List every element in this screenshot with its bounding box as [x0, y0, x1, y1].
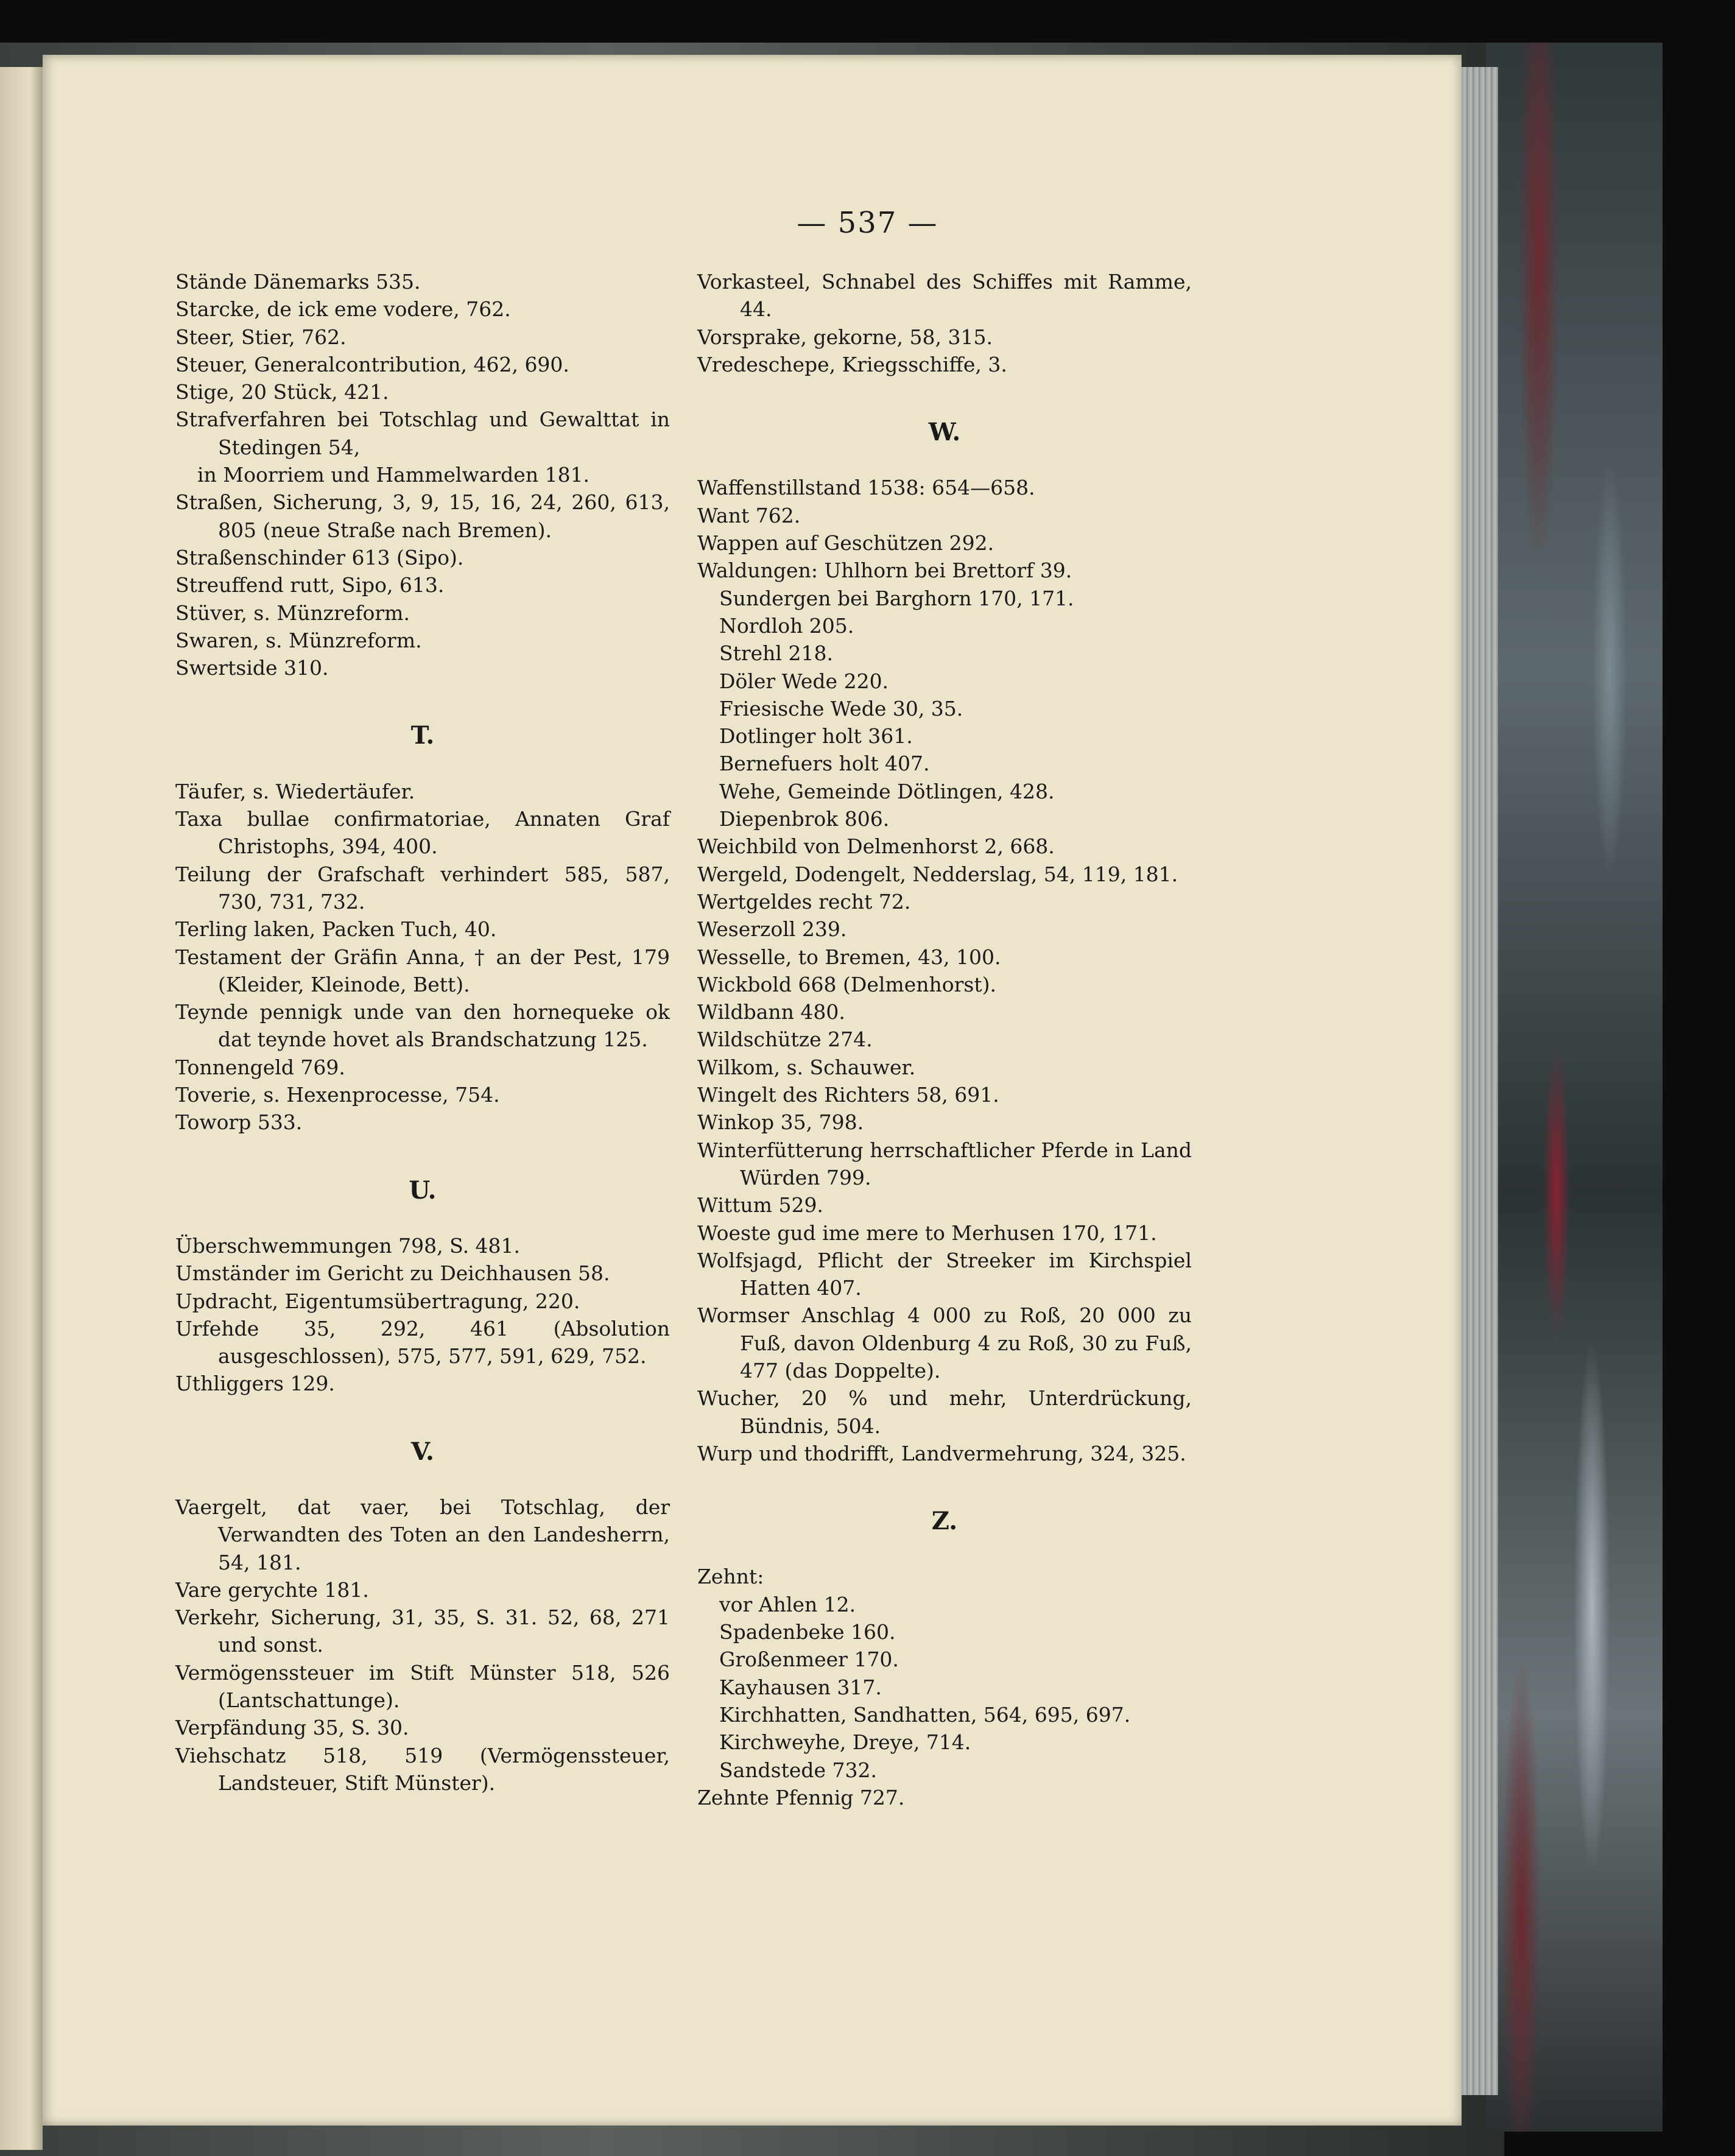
index-entry: Steer, Stier, 762.: [175, 325, 347, 349]
index-entry: Testament der Gräfin Anna, † an der Pest, 179 (Kleider, Kleinode, Bett).: [175, 945, 670, 996]
index-subentry: Kirchhatten, Sandhatten, 564, 695, 697.: [719, 1702, 1131, 1727]
index-entry: Vermögenssteuer im Stift Münster 518, 526 (Lantschattunge).: [175, 1660, 670, 1713]
index-entry: Strafverfahren bei Totschlag und Gewalttat in Stedingen 54,: [175, 407, 670, 459]
index-entry: Wildschütze 274.: [697, 1027, 873, 1052]
index-subentry: Kirchweyhe, Dreye, 714.: [719, 1730, 971, 1755]
index-entry: Wolfsjagd, Pflicht der Streeker im Kirchspiel Hatten 407.: [697, 1248, 1192, 1300]
index-entry: Wickbold 668 (Delmenhorst).: [697, 972, 996, 996]
entries-s: [175, 268, 670, 682]
entries-v: [175, 1493, 670, 1797]
index-subentry: Nordloh 205.: [719, 613, 854, 638]
index-subentry: Spadenbeke 160.: [719, 1620, 896, 1644]
index-entry: Terling laken, Packen Tuch, 40.: [175, 917, 497, 942]
index-subentry: Sundergen bei Barghorn 170, 171.: [719, 586, 1074, 610]
index-entry: Verkehr, Sicherung, 31, 35, S. 31. 52, 68, 271 und sonst.: [175, 1605, 670, 1657]
entries-u: [175, 1232, 670, 1398]
index-entry: Swertside 310.: [175, 656, 329, 680]
page-block-edges: [1462, 67, 1498, 2095]
index-entry: Wertgeldes recht 72.: [697, 889, 911, 914]
index-entry: Streuffend rutt, Sipo, 613.: [175, 573, 445, 597]
entries-v-cont: [697, 268, 1192, 378]
index-entry: Umständer im Gericht zu Deichhausen 58.: [175, 1261, 610, 1286]
index-entry: Vorkasteel, Schnabel des Schiffes mit Ramme, 44.: [697, 270, 1192, 322]
index-entry: Tonnengeld 769.: [175, 1055, 345, 1079]
facing-page-edge: [0, 67, 43, 2150]
index-entry: Vorsprake, gekorne, 58, 315.: [697, 325, 993, 349]
page-number: — 537 —: [797, 206, 938, 240]
index-entry: Teynde pennigk unde van den hornequeke ok dat teynde hovet als Brandschatzung 125.: [175, 1000, 670, 1052]
index-entry: Straßenschinder 613 (Sipo).: [175, 545, 464, 569]
index-entry: Wappen auf Geschützen 292.: [697, 531, 994, 555]
index-entry: Vredeschepe, Kriegsschiffe, 3.: [697, 352, 1007, 376]
index-entry: Stüver, s. Münzreform.: [175, 601, 410, 625]
index-entry: Stände Dänemarks 535.: [175, 270, 421, 294]
index-subentry: Strehl 218.: [719, 641, 833, 666]
section-heading-z: Z.: [931, 1507, 958, 1536]
index-entry: Straßen, Sicherung, 3, 9, 15, 16, 24, 260, 613, 805 (neue Straße nach Bremen).: [175, 490, 670, 542]
index-entry: Winterfütterung herrschaftlicher Pferde in Land Würden 799.: [697, 1138, 1192, 1189]
index-entry: Viehschatz 518, 519 (Vermögenssteuer, Landsteuer, Stift Münster).: [175, 1743, 670, 1795]
index-subentry: Wehe, Gemeinde Dötlingen, 428.: [719, 779, 1055, 803]
index-entry: Stige, 20 Stück, 421.: [175, 380, 389, 404]
index-entry: Toverie, s. Hexenprocesse, 754.: [175, 1083, 500, 1107]
index-entry: Überschwemmungen 798, S. 481.: [175, 1233, 521, 1258]
index-entry: Steuer, Generalcontribution, 462, 690.: [175, 352, 569, 376]
index-entry: Waffenstillstand 1538: 654—658.: [697, 476, 1035, 500]
index-entry: Wucher, 20 % und mehr, Unterdrückung, Bündnis, 504.: [697, 1386, 1192, 1438]
index-entry: Winkop 35, 798.: [697, 1110, 864, 1135]
index-entry: Taxa bullae confirmatoriae, Annaten Graf Christophs, 394, 400.: [175, 807, 670, 859]
index-entry: Zehnte Pfennig 727.: [697, 1785, 905, 1809]
index-entry: Swaren, s. Münzreform.: [175, 628, 422, 652]
index-entry: Updracht, Eigentumsübertragung, 220.: [175, 1289, 580, 1313]
section-heading-u: U.: [409, 1175, 437, 1205]
entries-t: [175, 778, 670, 1136]
entries-z: [697, 1563, 1192, 1811]
index-entry: Verpfändung 35, S. 30.: [175, 1716, 409, 1740]
index-subentry: vor Ahlen 12.: [719, 1592, 856, 1616]
index-entry: Weserzoll 239.: [697, 917, 847, 942]
index-entry: Wilkom, s. Schauwer.: [697, 1055, 916, 1079]
index-column-right: [697, 268, 1192, 1811]
index-entry: Zehnt:: [697, 1565, 764, 1589]
index-entry: Wesselle, to Bremen, 43, 100.: [697, 945, 1001, 969]
section-heading-t: T.: [410, 721, 435, 750]
index-entry: Want 762.: [697, 503, 801, 527]
index-subentry: Diepenbrok 806.: [719, 807, 890, 831]
index-entry: in Moorriem und Hammelwarden 181.: [197, 463, 590, 487]
section-heading-w: W.: [928, 418, 961, 447]
section-heading-v: V.: [411, 1437, 434, 1466]
index-entry: Wergeld, Dodengelt, Nedderslag, 54, 119, 181.: [697, 862, 1178, 886]
index-entry: Wormser Anschlag 4 000 zu Roß, 20 000 zu Fuß, davon Oldenburg 4 zu Roß, 30 zu Fuß, 477 (das Doppelte).: [697, 1303, 1192, 1383]
index-subentry: Kayhausen 317.: [719, 1675, 882, 1699]
index-subentry: Döler Wede 220.: [719, 669, 889, 693]
index-subentry: Großenmeer 170.: [719, 1647, 899, 1672]
index-entry: Wurp und thodrifft, Landvermehrung, 324, 325.: [697, 1441, 1186, 1465]
entries-w: [697, 474, 1192, 1467]
index-entry: Toworp 533.: [175, 1110, 303, 1135]
index-entry: Wildbann 480.: [697, 1000, 845, 1024]
index-subentry: Sandstede 732.: [719, 1758, 878, 1782]
index-entry: Wingelt des Richters 58, 691.: [697, 1083, 999, 1107]
index-entry: Teilung der Grafschaft verhindert 585, 587, 730, 731, 732.: [175, 862, 670, 914]
index-entry: Vaergelt, dat vaer, bei Totschlag, der Verwandten des Toten an den Landesherrn, 54, 181.: [175, 1495, 670, 1574]
index-entry: Uthliggers 129.: [175, 1372, 335, 1396]
index-subentry: Friesische Wede 30, 35.: [719, 696, 963, 720]
index-subentry: Dotlinger holt 361.: [719, 724, 913, 749]
index-entry: Urfehde 35, 292, 461 (Absolution ausgeschlossen), 575, 577, 591, 629, 752.: [175, 1316, 670, 1369]
index-subentry: Bernefuers holt 407.: [719, 752, 930, 776]
index-entry: Weichbild von Delmenhorst 2, 668.: [697, 834, 1055, 859]
marbled-endpaper: [1486, 43, 1663, 2132]
index-entry: Täufer, s. Wiedertäufer.: [175, 779, 415, 803]
index-entry: Wittum 529.: [697, 1193, 823, 1217]
index-column-left: [175, 268, 670, 1797]
index-entry: Waldungen: Uhlhorn bei Brettorf 39.: [697, 558, 1072, 583]
index-entry: Woeste gud ime mere to Merhusen 170, 171.: [697, 1221, 1157, 1245]
index-entry: Vare gerychte 181.: [175, 1577, 369, 1602]
index-entry: Starcke, de ick eme vodere, 762.: [175, 297, 511, 322]
